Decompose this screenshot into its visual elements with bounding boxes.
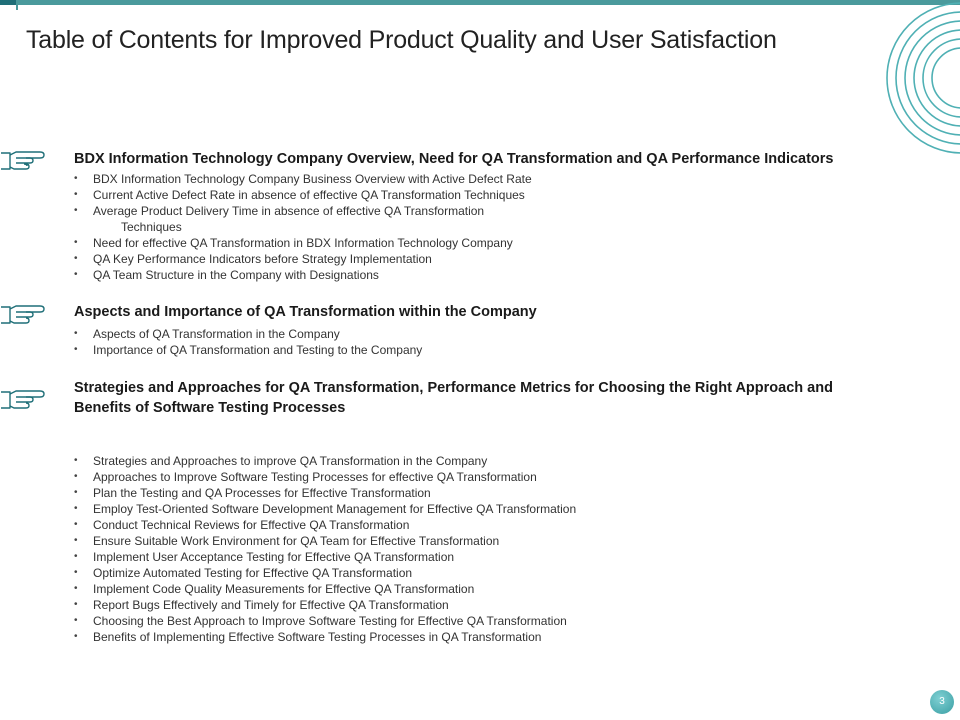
section-heading: Aspects and Importance of QA Transformation within the Company [74, 304, 537, 320]
list-item [74, 203, 532, 235]
list-item-continuation: Techniques [121, 220, 182, 234]
top-accent-bar [0, 0, 960, 5]
pointing-hand-icon [0, 146, 46, 174]
list-item: • Strategies and Approaches to improve QA Transformation in the Company [74, 453, 576, 469]
list-item: • Aspects of QA Transformation in the Company [74, 326, 422, 342]
section-heading-line: Strategies and Approaches for QA Transformation, Performance Metrics for Choosing the Right Approach and [74, 380, 833, 396]
list-item: • Current Active Defect Rate in absence of effective QA Transformation Techniques [74, 187, 532, 203]
section-heading-line: Benefits of Software Testing Processes [74, 400, 346, 416]
list-item: • Optimize Automated Testing for Effective QA Transformation [74, 565, 576, 581]
list-item: • Choosing the Best Approach to Improve Software Testing for Effective QA Transformation [74, 613, 576, 629]
list-item: • Need for effective QA Transformation in BDX Information Technology Company [74, 235, 532, 251]
section-heading: BDX Information Technology Company Overview, Need for QA Transformation and QA Performance Indicators [74, 151, 834, 167]
slide-title: Table of Contents for Improved Product Quality and User Satisfaction [26, 26, 777, 54]
list-item: • Conduct Technical Reviews for Effective QA Transformation [74, 517, 576, 533]
section-bullet-list [74, 453, 576, 645]
section-bullet-list [74, 326, 422, 358]
pointing-hand-icon [0, 300, 46, 328]
list-item: • Ensure Suitable Work Environment for QA Team for Effective Transformation [74, 533, 576, 549]
list-item: • Report Bugs Effectively and Timely for Effective QA Transformation [74, 597, 576, 613]
list-item: • Employ Test-Oriented Software Development Management for Effective QA Transformation [74, 501, 576, 517]
section-heading [74, 378, 833, 418]
list-item-text: Average Product Delivery Time in absence of effective QA Transformation [93, 204, 485, 218]
top-accent-bar-corner [0, 0, 16, 5]
pointing-hand-icon [0, 385, 46, 413]
list-item: • Importance of QA Transformation and Testing to the Company [74, 342, 422, 358]
list-item: • QA Team Structure in the Company with Designations [74, 267, 532, 283]
top-accent-tick [16, 0, 18, 10]
section-bullet-list [74, 171, 532, 283]
list-item: • Approaches to Improve Software Testing Processes for effective QA Transformation [74, 469, 576, 485]
decorative-rings [880, 0, 960, 160]
list-item: • BDX Information Technology Company Business Overview with Active Defect Rate [74, 171, 532, 187]
list-item: • QA Key Performance Indicators before Strategy Implementation [74, 251, 532, 267]
list-item: • Implement Code Quality Measurements for Effective QA Transformation [74, 581, 576, 597]
page-number-badge: 3 [930, 690, 954, 714]
list-item: • Implement User Acceptance Testing for Effective QA Transformation [74, 549, 576, 565]
list-item: • Plan the Testing and QA Processes for Effective Transformation [74, 485, 576, 501]
list-item: • Benefits of Implementing Effective Software Testing Processes in QA Transformation [74, 629, 576, 645]
